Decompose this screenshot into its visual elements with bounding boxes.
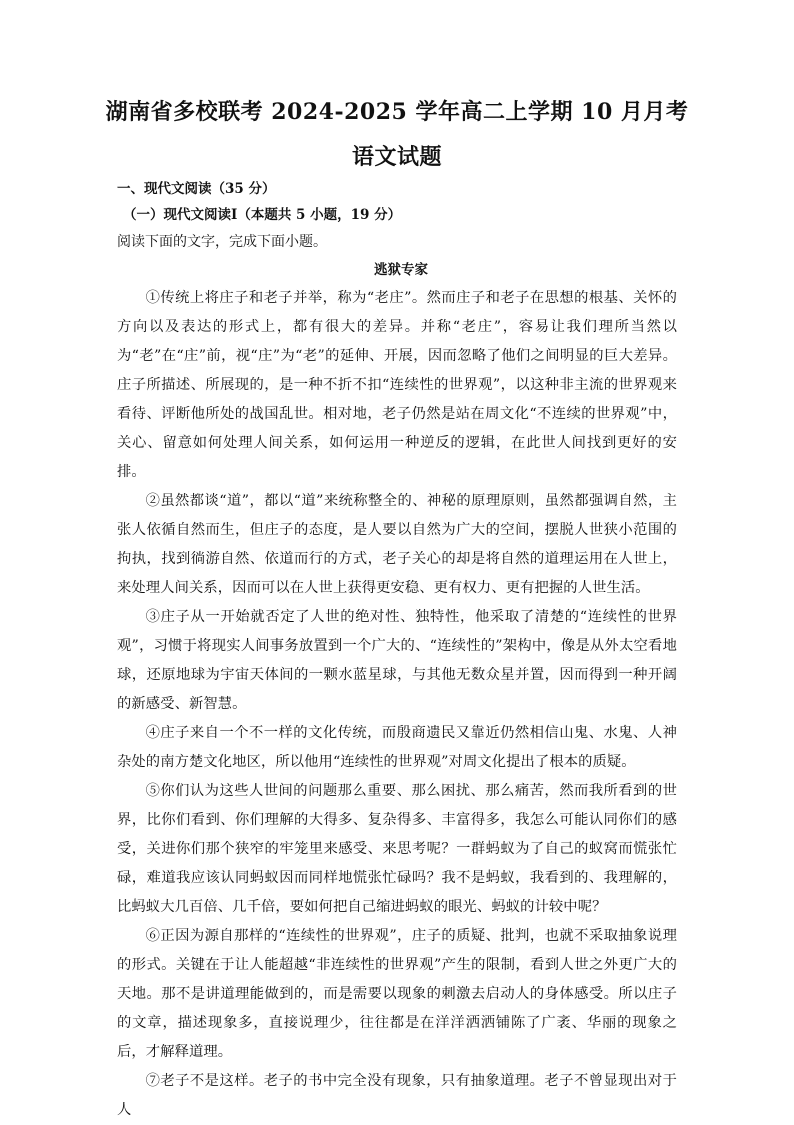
article-paragraph: ⑦老子不是这样。老子的书中完全没有现象，只有抽象道理。老子不曾显现出对于人 xyxy=(117,1073,677,1118)
exam-title: 湖南省多校联考 2024-2025 学年高二上学期 10 月月考 xyxy=(105,99,689,125)
exam-subject-title: 语文试题 xyxy=(351,144,442,170)
document-content xyxy=(117,176,677,1125)
article-paragraph: ②虽然都谈“道”，都以“道”来统称整全的、神秘的原理原则，虽然都强调自然，主张人依循自然而生，但庄子的态度，是人要以自然为广大的空间，摆脱人世狭小范围的拘执，找到徜游自然、依道而行的方式，老子关心的却是将自然的道理运用在人世上，来处理人间关系，因而可以在人世上获得更安稳、更有权力、更有把握的人世生活。 xyxy=(117,493,677,596)
subsection-heading: （一）现代文阅读Ⅰ（本题共 5 小题，19 分） xyxy=(123,207,402,223)
article-paragraph: ⑤你们认为这些人世间的问题那么重要、那么困扰、那么痛苦，然而我所看到的世界，比你们看到、你们理解的大得多、复杂得多、丰富得多，我怎么可能认同你们的感受，关进你们那个狭窄的牢笼里来感受、来思考呢？一群蚂蚁为了自己的蚁窝而慌张忙碌，难道我应该认同蚂蚁因而同样地慌张忙碌吗？我不是蚂蚁，我看到的、我理解的，比蚂蚁大几百倍、几千倍，要如何把自己缩进蚂蚁的眼光、蚂蚁的计较中呢？ xyxy=(117,783,677,915)
reading-instruction: 阅读下面的文字，完成下面小题。 xyxy=(117,234,327,250)
article-paragraph: ①传统上将庄子和老子并举，称为“老庄”。然而庄子和老子在思想的根基、关怀的方向以及表达的形式上，都有很大的差异。并称“老庄”，容易让我们理所当然以为“老”在“庄”前，视“庄”为“老”的延伸、开展，因而忽略了他们之间明显的巨大差异。庄子所描述、所展现的，是一种不折不扣“连续性的世界观”，以这种非主流的世界观来看待、评断他所处的战国乱世。相对地，老子仍然是站在周文化“不连续的世界观”中，关心、留意如何处理人间关系，如何运用一种逆反的逻辑，在此世人间找到更好的安排。 xyxy=(117,290,677,480)
article-paragraph: ③庄子从一开始就否定了人世的绝对性、独特性，他采取了清楚的“连续性的世界观”，习惯于将现实人间事务放置到一个广大的、“连续性的”架构中，像是从外太空看地球，还原地球为宇宙天体间的一颗水蓝星球，与其他无数众星并置，因而得到一种开阔的新感受、新智慧。 xyxy=(117,609,677,712)
article-title: 逃狱专家 xyxy=(374,262,428,278)
article-paragraph: ⑥正因为源自那样的“连续性的世界观”，庄子的质疑、批判，也就不采取抽象说理的形式。关键在于让人能超越“非连续性的世界观”产生的限制，看到人世之外更广大的天地。那不是讲道理能做到的，而是需要以现象的刺激去启动人的身体感受。所以庄子的文章，描述现象多，直接说理少，往往都是在洋洋洒洒铺陈了广袤、华丽的现象之后，才解释道理。 xyxy=(117,928,677,1060)
article-paragraph: ④庄子来自一个不一样的文化传统，而殷商遗民又靠近仍然相信山鬼、水鬼、人神杂处的南方楚文化地区，所以他用“连续性的世界观”对周文化提出了根本的质疑。 xyxy=(117,725,677,770)
section-heading: 一、现代文阅读（35 分） xyxy=(117,181,276,197)
